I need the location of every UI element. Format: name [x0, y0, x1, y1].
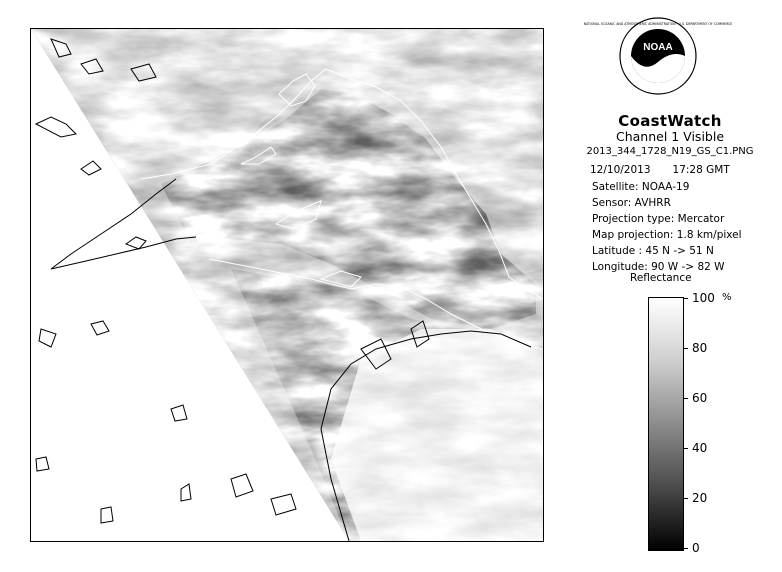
colorbar-tick-label: 0 — [692, 541, 700, 555]
colorbar-tick — [683, 398, 688, 399]
colorbar-tick-label: 100 — [692, 291, 715, 305]
colorbar-tick — [683, 298, 688, 299]
acquisition-time: 17:28 GMT — [672, 164, 730, 176]
logo-ring-text: NATIONAL OCEANIC AND ATMOSPHERIC ADMINISTRATION · U.S. DEPARTMENT OF COMMERCE — [583, 22, 733, 26]
latitude-info: Latitude : 45 N -> 51 N — [592, 245, 714, 257]
colorbar-tick — [683, 498, 688, 499]
acquisition-datetime — [590, 164, 730, 176]
acquisition-date: 12/10/2013 — [590, 164, 651, 176]
projection-type-info: Projection type: Mercator — [592, 213, 725, 225]
file-name: 2013_344_1728_N19_GS_C1.PNG — [586, 146, 754, 157]
colorbar-tick-label: 40 — [692, 441, 708, 455]
reflectance-image — [31, 29, 543, 541]
colorbar-tick-label: 20 — [692, 491, 708, 505]
logo-text: NOAA — [643, 42, 673, 53]
reflectance-colorbar — [648, 297, 684, 551]
data-swath — [31, 29, 543, 541]
colorbar-tick — [683, 548, 688, 549]
colorbar-tick-label: 60 — [692, 391, 708, 405]
satellite-image-map[interactable] — [30, 28, 544, 542]
noaa-logo — [583, 16, 733, 96]
colorbar-title: Reflectance — [630, 272, 692, 284]
satellite-info: Satellite: NOAA-19 — [592, 181, 690, 193]
map-projection-info: Map projection: 1.8 km/pixel — [592, 229, 742, 241]
colorbar-unit: % — [722, 292, 732, 303]
longitude-info: Longitude: 90 W -> 82 W — [592, 261, 725, 273]
colorbar-tick — [683, 348, 688, 349]
colorbar-tick — [683, 448, 688, 449]
channel-title: Channel 1 Visible — [615, 129, 725, 144]
org-title: CoastWatch — [618, 112, 722, 130]
colorbar-tick-label: 80 — [692, 341, 708, 355]
sensor-info: Sensor: AVHRR — [592, 197, 671, 209]
